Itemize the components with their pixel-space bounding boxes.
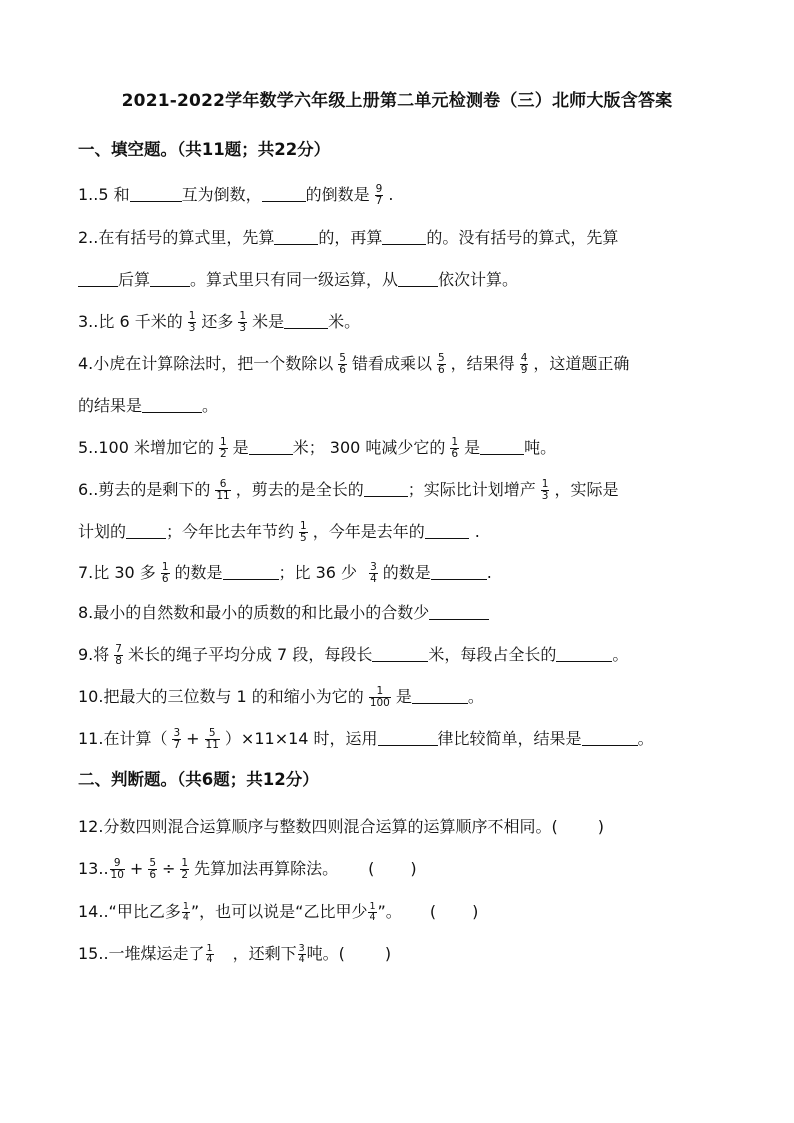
q7-blank-2[interactable] [431, 563, 487, 580]
fraction-numerator: 1 [451, 436, 459, 448]
fraction [180, 858, 189, 881]
fraction [172, 728, 181, 751]
fraction-denominator: 6 [339, 364, 346, 376]
q3-text: 还多 [201, 312, 234, 331]
question-12 [78, 815, 604, 839]
fraction-denominator: 3 [239, 322, 247, 334]
q2-text: 。算式里只有同一级运算，从 [190, 270, 399, 289]
q3-blank[interactable] [284, 312, 328, 329]
q14-text: ) [472, 902, 479, 921]
q10-text: 。 [467, 687, 484, 706]
fraction [375, 184, 384, 207]
question-4-line-1 [78, 352, 629, 376]
q6-text: . [474, 522, 480, 541]
q7-blank-1[interactable] [223, 563, 279, 580]
question-3 [78, 310, 360, 334]
q8-blank[interactable] [429, 603, 489, 620]
q1-text: 的倒数是 [305, 185, 370, 204]
q13-text: ( [368, 859, 375, 878]
fraction [369, 562, 378, 585]
q4-text: 错看成乘以 [351, 354, 432, 373]
q6-text: ，实际是 [554, 480, 619, 499]
q3-text: 3..比 6 千米的 [78, 312, 183, 331]
q2-text: 的，再算 [318, 228, 383, 247]
q9-text: 。 [612, 645, 629, 664]
q5-text: 米； 300 吨减少它的 [292, 438, 446, 457]
q2-blank-2[interactable] [382, 228, 426, 245]
question-13 [78, 857, 417, 881]
q12-text: ) [597, 817, 604, 836]
q5-text: 是 [464, 438, 481, 457]
fraction-numerator: 1 [239, 310, 247, 322]
q13-text: ) [410, 859, 417, 878]
q14-text: ”，也可以说是“乙比甲少 [190, 902, 368, 921]
q8-text: 8.最小的自然数和最小的质数的和比最小的合数少 [78, 603, 430, 622]
q2-text: 2..在有括号的算式里，先算 [78, 228, 275, 247]
fraction-numerator: 1 [188, 310, 196, 322]
question-6-line-1 [78, 478, 618, 502]
q2-blank-4[interactable] [150, 270, 190, 287]
q5-text: 吨。 [524, 438, 557, 457]
q15-text: 吨。( [306, 944, 345, 963]
fraction-numerator: 5 [437, 352, 445, 364]
fraction-numerator: 1 [300, 520, 307, 532]
fraction-denominator: 11 [205, 739, 219, 751]
q9-blank-1[interactable] [372, 645, 428, 662]
q11-blank-1[interactable] [378, 729, 438, 746]
fraction-numerator: 1 [181, 857, 189, 869]
question-15 [78, 942, 391, 966]
fraction-denominator: 4 [182, 912, 189, 923]
fraction-numerator: 1 [206, 943, 213, 954]
fraction [219, 437, 228, 460]
fraction-denominator: 5 [300, 532, 307, 544]
fraction-numerator: 1 [182, 901, 189, 912]
q9-blank-2[interactable] [556, 645, 612, 662]
fraction [206, 944, 214, 965]
fraction-denominator: 2 [181, 869, 189, 881]
q7-text: 的数是 [174, 563, 223, 582]
question-1 [78, 183, 393, 207]
fraction [299, 521, 308, 544]
fraction-numerator: 7 [115, 643, 122, 655]
fraction-denominator: 100 [369, 697, 390, 709]
q5-blank-2[interactable] [480, 438, 524, 455]
fraction-denominator: 6 [161, 573, 169, 585]
q15-text: ) [384, 944, 392, 963]
fraction-numerator: 3 [298, 943, 305, 954]
fraction-numerator: 5 [339, 352, 346, 364]
q6-text: 6..剪去的是剩下的 [78, 480, 211, 499]
q14-text: ”。 [377, 902, 402, 921]
fraction-numerator: 6 [219, 478, 227, 490]
fraction-denominator: 4 [298, 954, 305, 965]
q15-text: 15..一堆煤运走了 [78, 944, 205, 963]
q9-text: 9.将 [78, 645, 110, 664]
q3-text: 米。 [328, 312, 361, 331]
q10-text: 是 [395, 687, 412, 706]
q14-text: ( [429, 902, 437, 921]
q6-blank-2[interactable] [126, 522, 166, 539]
q2-text: 依次计算。 [438, 270, 519, 289]
q11-text: 11.在计算（ [78, 729, 168, 748]
q2-blank-3[interactable] [78, 270, 118, 287]
fraction-denominator: 7 [173, 739, 181, 751]
fraction-denominator: 6 [149, 869, 156, 881]
fraction-numerator: 5 [149, 857, 156, 869]
q2-blank-1[interactable] [274, 228, 318, 245]
q7-text: ；比 36 少 [278, 563, 358, 582]
fraction [298, 944, 306, 965]
q1-blank-2[interactable] [262, 185, 306, 202]
q4-blank[interactable] [142, 396, 202, 413]
fraction-numerator: 3 [370, 561, 377, 573]
fraction-numerator: 3 [173, 727, 181, 739]
q2-text: 后算 [118, 270, 151, 289]
plus-sign: + [129, 859, 144, 878]
fraction [541, 479, 550, 502]
fraction [369, 686, 391, 709]
q7-text: . [486, 563, 492, 582]
q5-blank-1[interactable] [249, 438, 293, 455]
question-8 [78, 601, 489, 625]
fraction-numerator: 5 [208, 727, 216, 739]
q11-blank-2[interactable] [582, 729, 638, 746]
q2-text: 的。没有括号的算式，先算 [426, 228, 619, 247]
q6-text: ，今年是去年的 [312, 522, 425, 541]
q15-text: ，还剩下 [232, 944, 297, 963]
fraction-denominator: 2 [219, 448, 227, 460]
q13-text: 13.. [78, 859, 109, 878]
q10-blank[interactable] [412, 687, 468, 704]
question-11 [78, 727, 654, 751]
q7-text: 7.比 30 多 [78, 563, 156, 582]
q12-text: 12.分数四则混合运算顺序与整数四则混合运算的运算顺序不相同。( [78, 817, 558, 836]
q6-text: ；实际比计划增产 [407, 480, 536, 499]
q1-text: 互为倒数， [181, 185, 262, 204]
q1-text: 1..5 和 [78, 185, 130, 204]
divide-sign: ÷ [162, 859, 176, 878]
fraction [437, 353, 446, 376]
fraction [238, 311, 247, 334]
fraction-numerator: 9 [113, 857, 121, 869]
q10-text: 10.把最大的三位数与 1 的和缩小为它的 [78, 687, 364, 706]
q11-text: 。 [637, 729, 654, 748]
q1-text: . [388, 185, 394, 204]
fraction [188, 311, 197, 334]
fraction-denominator: 3 [188, 322, 196, 334]
question-9 [78, 643, 628, 667]
q11-text: 律比较简单，结果是 [437, 729, 582, 748]
fraction-denominator: 9 [520, 364, 528, 376]
fraction [110, 858, 125, 881]
q4-text: 的结果是 [78, 396, 143, 415]
fraction [182, 902, 190, 923]
fraction-denominator: 8 [115, 655, 122, 667]
fraction-denominator: 6 [437, 364, 445, 376]
q6-text: ；今年比去年节约 [166, 522, 295, 541]
question-6-line-2 [78, 520, 480, 544]
section-true-false: 二、判断题。（共6题；共12分） [78, 770, 319, 789]
fraction-numerator: 1 [376, 685, 384, 697]
fraction [114, 644, 123, 667]
q7-text: 的数是 [382, 563, 431, 582]
q4-text: ，这道题正确 [533, 354, 630, 373]
q4-text: 4.小虎在计算除法时，把一个数除以 [78, 354, 334, 373]
q5-text: 是 [232, 438, 249, 457]
fraction-numerator: 1 [219, 436, 227, 448]
fraction [450, 437, 459, 460]
q4-text: ，结果得 [450, 354, 515, 373]
question-2-line-1 [78, 226, 618, 250]
q6-blank-3[interactable] [425, 522, 469, 539]
fraction-denominator: 4 [206, 954, 213, 965]
section-fill-blank: 一、填空题。（共11题；共22分） [78, 140, 331, 159]
q11-text: ）×11×14 时，运用 [224, 729, 378, 748]
fraction-numerator: 4 [520, 352, 528, 364]
fraction-denominator: 7 [375, 195, 383, 207]
question-7 [78, 561, 492, 585]
question-4-line-2 [78, 394, 218, 418]
fraction-denominator: 10 [110, 869, 124, 881]
question-14 [78, 900, 478, 924]
fraction-denominator: 6 [451, 448, 459, 460]
plus-sign: + [186, 729, 200, 748]
q6-text: 计划的 [78, 522, 127, 541]
q6-text: ，剪去的是全长的 [235, 480, 364, 499]
q9-text: 米长的绳子平均分成 7 段，每段长 [127, 645, 373, 664]
fraction [215, 479, 230, 502]
q5-text: 5..100 米增加它的 [78, 438, 214, 457]
fraction [161, 562, 170, 585]
question-10 [78, 685, 484, 709]
q1-blank-1[interactable] [130, 185, 182, 202]
q13-text: 先算加法再算除法。 [194, 859, 339, 878]
page-title: 2021-2022学年数学六年级上册第二单元检测卷（三）北师大版含答案 [121, 91, 673, 111]
q9-text: 米，每段占全长的 [428, 645, 557, 664]
fraction-numerator: 1 [369, 901, 376, 912]
fraction-numerator: 1 [541, 478, 549, 490]
q4-text: 。 [202, 396, 219, 415]
q14-text: 14..“甲比乙多 [78, 902, 181, 921]
q6-blank-1[interactable] [364, 480, 408, 497]
fraction-denominator: 4 [370, 573, 377, 585]
fraction [520, 353, 529, 376]
fraction [338, 353, 347, 376]
fraction-numerator: 1 [161, 561, 169, 573]
q3-text: 米是 [252, 312, 285, 331]
fraction-denominator: 4 [369, 912, 376, 923]
q2-blank-5[interactable] [398, 270, 438, 287]
fraction [368, 902, 376, 923]
fraction [148, 858, 157, 881]
fraction-denominator: 11 [216, 490, 230, 502]
fraction-denominator: 3 [541, 490, 549, 502]
fraction [205, 728, 220, 751]
question-2-line-2 [78, 268, 518, 292]
fraction-numerator: 9 [375, 183, 383, 195]
question-5 [78, 436, 556, 460]
